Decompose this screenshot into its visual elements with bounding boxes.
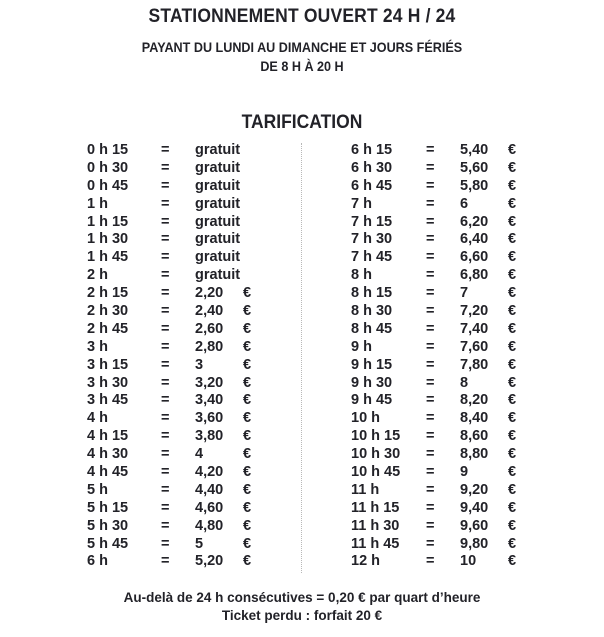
equals-sign: = (161, 481, 170, 498)
currency-symbol: € (508, 446, 517, 463)
rate-price: gratuit (195, 231, 241, 248)
currency-symbol: € (508, 553, 517, 570)
rate-duration: 1 h 15 (87, 213, 129, 230)
rate-price: 2,80 (195, 338, 224, 355)
rate-duration: 10 h (351, 410, 381, 427)
rate-duration: 8 h (351, 267, 372, 284)
equals-sign: = (161, 446, 170, 463)
rate-price: 7,20 (460, 303, 489, 320)
currency-symbol: € (508, 499, 517, 516)
rate-price: 9,80 (460, 535, 489, 552)
rate-price: 8,40 (460, 410, 489, 427)
rate-price: 6,80 (460, 267, 489, 284)
equals-sign: = (426, 320, 435, 337)
rate-price: 7,40 (460, 320, 489, 337)
equals-sign: = (161, 213, 170, 230)
rate-price: 8,20 (460, 392, 489, 409)
equals-sign: = (426, 285, 435, 302)
rate-duration: 8 h 30 (351, 303, 393, 320)
currency-symbol: € (508, 374, 517, 391)
equals-sign: = (426, 392, 435, 409)
rate-price: 6 (460, 195, 469, 212)
equals-sign: = (161, 428, 170, 445)
rate-price: 5,60 (460, 159, 489, 176)
currency-symbol: € (243, 481, 252, 498)
rate-price: 8 (460, 374, 469, 391)
rate-duration: 8 h 15 (351, 285, 393, 302)
rate-price: 7 (460, 285, 469, 302)
rate-duration: 3 h 15 (87, 356, 129, 373)
rate-duration: 11 h 15 (351, 499, 400, 516)
section-title-tarification: TARIFICATION (241, 112, 363, 133)
rate-duration: 11 h 45 (351, 535, 400, 552)
currency-symbol: € (243, 374, 252, 391)
equals-sign: = (426, 195, 435, 212)
page-title: STATIONNEMENT OUVERT 24 H / 24 (148, 6, 456, 27)
rate-duration: 10 h 45 (351, 464, 401, 481)
currency-symbol: € (508, 320, 517, 337)
equals-sign: = (426, 446, 435, 463)
rate-duration: 2 h (87, 267, 108, 284)
rate-duration: 4 h 15 (87, 428, 129, 445)
equals-sign: = (161, 159, 170, 176)
rate-duration: 9 h 45 (351, 392, 393, 409)
rate-price: 5 (195, 535, 204, 552)
currency-symbol: € (508, 303, 517, 320)
equals-sign: = (426, 142, 435, 158)
equals-sign: = (161, 142, 170, 158)
equals-sign: = (426, 517, 435, 534)
footer-extended-rate: Au-delà de 24 h consécutives = 0,20 € par quart d’heure (123, 590, 481, 605)
rate-duration: 7 h (351, 195, 372, 212)
rate-price: 4,20 (195, 464, 224, 481)
currency-symbol: € (508, 410, 517, 427)
currency-symbol: € (243, 499, 252, 516)
rate-price: 6,40 (460, 231, 489, 248)
rate-price: 4,60 (195, 499, 224, 516)
equals-sign: = (161, 320, 170, 337)
currency-symbol: € (243, 464, 252, 481)
currency-symbol: € (243, 356, 252, 373)
equals-sign: = (161, 410, 170, 427)
rate-duration: 3 h 45 (87, 392, 129, 409)
equals-sign: = (161, 356, 170, 373)
rate-duration: 4 h (87, 410, 108, 427)
rate-duration: 5 h 15 (87, 499, 129, 516)
equals-sign: = (161, 195, 170, 212)
equals-sign: = (426, 464, 435, 481)
rate-duration: 1 h 30 (87, 231, 129, 248)
equals-sign: = (161, 535, 170, 552)
rate-duration: 5 h 30 (87, 517, 129, 534)
currency-symbol: € (508, 142, 517, 158)
currency-symbol: € (508, 464, 517, 481)
equals-sign: = (426, 553, 435, 570)
rate-duration: 7 h 45 (351, 249, 393, 266)
rate-price: 6,20 (460, 213, 489, 230)
currency-symbol: € (508, 177, 517, 194)
equals-sign: = (161, 338, 170, 355)
currency-symbol: € (508, 285, 517, 302)
rate-price: gratuit (195, 267, 241, 284)
currency-symbol: € (508, 481, 517, 498)
currency-symbol: € (508, 535, 517, 552)
rate-duration: 6 h 30 (351, 159, 393, 176)
rate-duration: 1 h 45 (87, 249, 129, 266)
equals-sign: = (426, 249, 435, 266)
rate-price: 3 (195, 356, 204, 373)
currency-symbol: € (508, 517, 517, 534)
rate-price: 4,40 (195, 481, 224, 498)
currency-symbol: € (243, 410, 252, 427)
equals-sign: = (161, 267, 170, 284)
rate-duration: 2 h 30 (87, 303, 129, 320)
rate-duration: 2 h 45 (87, 320, 129, 337)
rate-duration: 2 h 15 (87, 285, 129, 302)
rate-price: gratuit (195, 159, 241, 176)
equals-sign: = (161, 374, 170, 391)
rate-price: 9,60 (460, 517, 489, 534)
rate-price: 3,20 (195, 374, 224, 391)
equals-sign: = (161, 285, 170, 302)
rate-duration: 1 h (87, 195, 108, 212)
rate-price: 9 (460, 464, 469, 481)
rate-duration: 8 h 45 (351, 320, 393, 337)
equals-sign: = (161, 517, 170, 534)
rate-duration: 7 h 30 (351, 231, 393, 248)
currency-symbol: € (508, 428, 517, 445)
rate-duration: 0 h 45 (87, 177, 129, 194)
rate-duration: 4 h 45 (87, 464, 129, 481)
rate-price: 9,20 (460, 481, 489, 498)
currency-symbol: € (508, 267, 517, 284)
equals-sign: = (426, 267, 435, 284)
currency-symbol: € (243, 517, 252, 534)
rate-duration: 3 h 30 (87, 374, 129, 391)
currency-symbol: € (508, 231, 517, 248)
equals-sign: = (426, 159, 435, 176)
rate-duration: 6 h 15 (351, 142, 393, 158)
rate-price: 4 (195, 446, 204, 463)
equals-sign: = (426, 356, 435, 373)
rate-price: 5,40 (460, 142, 489, 158)
rate-price: gratuit (195, 142, 241, 158)
rate-price: gratuit (195, 177, 241, 194)
subtitle-paid-days: PAYANT DU LUNDI AU DIMANCHE ET JOURS FÉRIÉS (141, 39, 463, 55)
currency-symbol: € (243, 285, 252, 302)
currency-symbol: € (243, 446, 252, 463)
currency-symbol: € (508, 356, 517, 373)
equals-sign: = (161, 464, 170, 481)
subtitle-paid-hours: DE 8 H À 20 H (260, 58, 344, 74)
currency-symbol: € (508, 249, 517, 266)
equals-sign: = (161, 249, 170, 266)
rate-duration: 7 h 15 (351, 213, 393, 230)
currency-symbol: € (243, 535, 252, 552)
equals-sign: = (161, 499, 170, 516)
equals-sign: = (426, 481, 435, 498)
currency-symbol: € (243, 338, 252, 355)
currency-symbol: € (508, 159, 517, 176)
equals-sign: = (426, 177, 435, 194)
rate-price: 6,60 (460, 249, 489, 266)
rate-price: 2,20 (195, 285, 224, 302)
currency-symbol: € (508, 338, 517, 355)
equals-sign: = (426, 535, 435, 552)
equals-sign: = (426, 231, 435, 248)
rate-price: 3,60 (195, 410, 224, 427)
equals-sign: = (161, 553, 170, 570)
equals-sign: = (426, 338, 435, 355)
rate-duration: 10 h 15 (351, 428, 401, 445)
currency-symbol: € (243, 392, 252, 409)
equals-sign: = (426, 499, 435, 516)
rate-price: 7,80 (460, 356, 489, 373)
currency-symbol: € (243, 428, 252, 445)
rate-price: 2,40 (195, 303, 224, 320)
rate-price: 9,40 (460, 499, 489, 516)
equals-sign: = (161, 392, 170, 409)
rate-duration: 12 h (351, 553, 381, 570)
currency-symbol: € (508, 213, 517, 230)
rate-duration: 9 h 15 (351, 356, 393, 373)
currency-symbol: € (243, 320, 252, 337)
column-divider (301, 143, 302, 573)
rate-duration: 6 h 45 (351, 177, 393, 194)
rate-price: 4,80 (195, 517, 224, 534)
equals-sign: = (426, 303, 435, 320)
rate-duration: 3 h (87, 338, 108, 355)
equals-sign: = (161, 177, 170, 194)
rate-duration: 5 h (87, 481, 108, 498)
equals-sign: = (426, 374, 435, 391)
equals-sign: = (426, 428, 435, 445)
rate-duration: 0 h 15 (87, 142, 129, 158)
rate-duration: 9 h (351, 338, 372, 355)
rate-price: 2,60 (195, 320, 224, 337)
rate-duration: 5 h 45 (87, 535, 129, 552)
currency-symbol: € (243, 303, 252, 320)
currency-symbol: € (243, 553, 252, 570)
rate-price: 5,80 (460, 177, 489, 194)
rate-price: 7,60 (460, 338, 489, 355)
equals-sign: = (161, 231, 170, 248)
currency-symbol: € (508, 392, 517, 409)
rate-duration: 0 h 30 (87, 159, 129, 176)
rate-price: 3,40 (195, 392, 224, 409)
equals-sign: = (426, 213, 435, 230)
rate-duration: 11 h (351, 481, 380, 498)
rate-duration: 10 h 30 (351, 446, 401, 463)
rate-price: 8,60 (460, 428, 489, 445)
rate-duration: 9 h 30 (351, 374, 393, 391)
rate-price: 5,20 (195, 553, 224, 570)
rate-price: 10 (460, 553, 477, 570)
rate-duration: 11 h 30 (351, 517, 400, 534)
rate-price: gratuit (195, 249, 241, 266)
rate-duration: 4 h 30 (87, 446, 129, 463)
currency-symbol: € (508, 195, 517, 212)
rate-duration: 6 h (87, 553, 108, 570)
rate-price: gratuit (195, 195, 241, 212)
equals-sign: = (426, 410, 435, 427)
rate-price: 3,80 (195, 428, 224, 445)
rate-price: gratuit (195, 213, 241, 230)
rate-price: 8,80 (460, 446, 489, 463)
footer-lost-ticket: Ticket perdu : forfait 20 € (221, 608, 383, 623)
equals-sign: = (161, 303, 170, 320)
